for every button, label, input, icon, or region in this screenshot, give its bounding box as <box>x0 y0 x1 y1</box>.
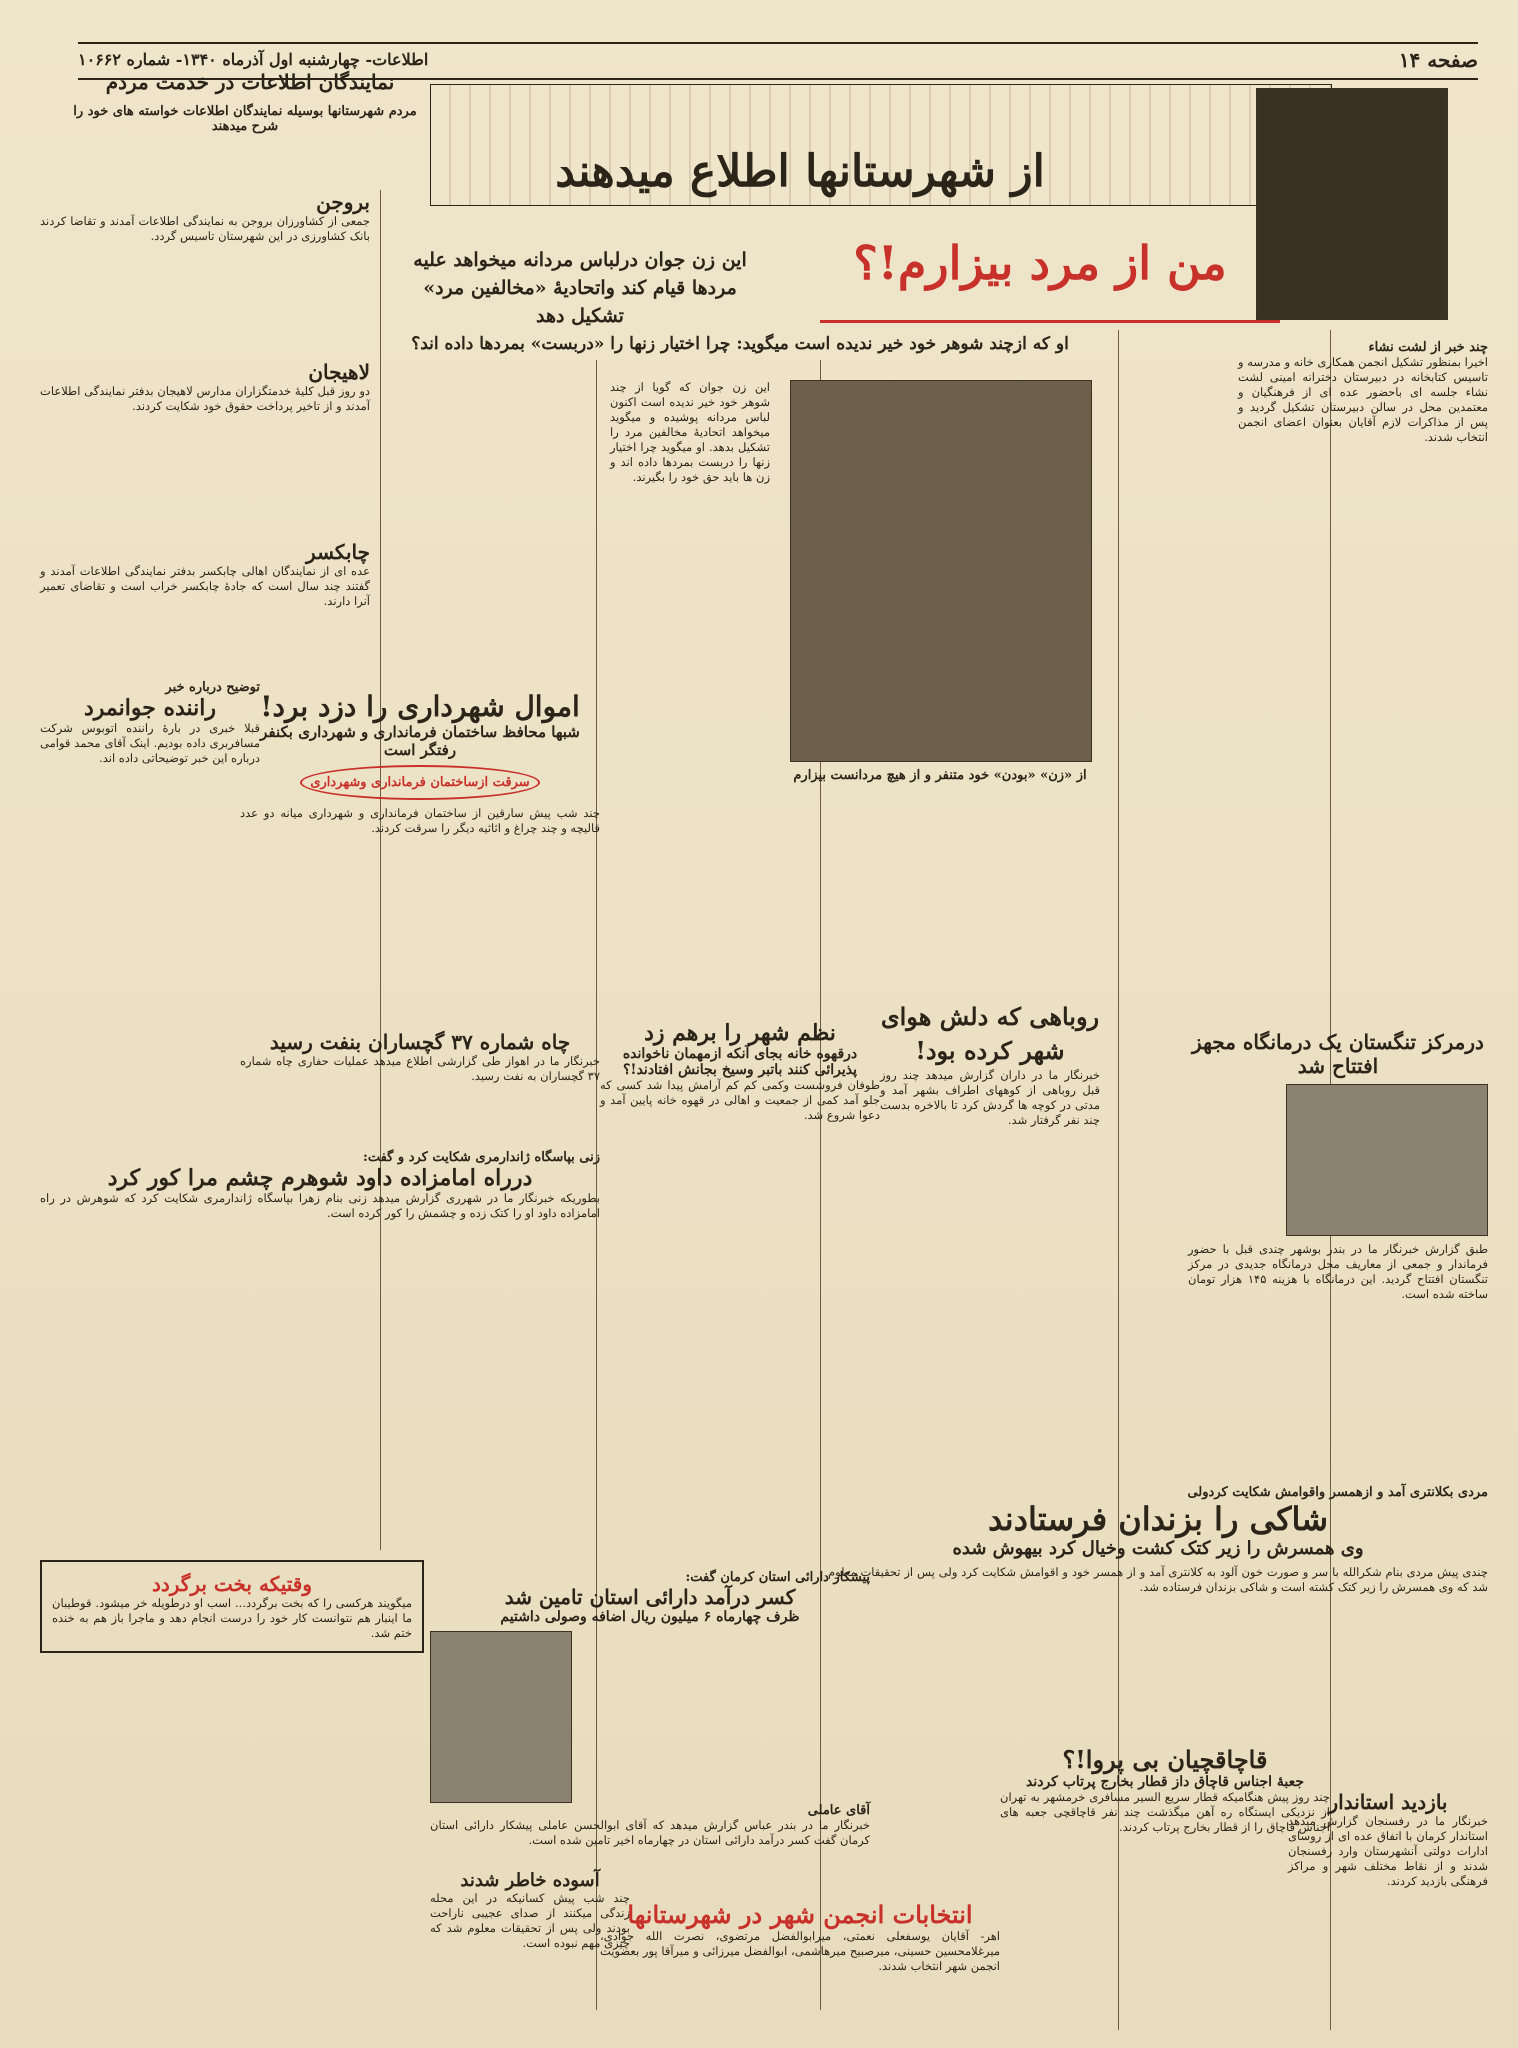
story-cafe <box>600 1020 880 1123</box>
item-body: اخیرا بمنظور تشکیل انجمن همکاری خانه و مدرسه و تاسیس کتابخانه در دبیرستان دخترانه امینی لشت نشاء جلسه ای باحضور عده ای از فرهنگیان و معتمدین محل در سالن دبیرستان تشکیل گردید و پس از مذاکرات لازم آقایان بعنوان اعضای انجمن انتخاب شدند. <box>1238 355 1488 444</box>
lead-subhead: این زن جوان درلباس مردانه میخواهد علیه مردها قیام کند واتحادیهٔ «مخالفین مرد» تشکیل دهد <box>413 249 747 327</box>
story-eye <box>40 1150 600 1221</box>
sidebar-right <box>1238 340 1488 445</box>
item-body: خبرنگار ما در رفسنجان گزارش میدهد استاندار کرمان با اتفاق عده ای از روسای ادارات دولتی آنشهرستان وارد رفسنجان شدند و از نقاط مختلف شهر و مراکز فرهنگی بازدید کردند. <box>1288 1814 1488 1888</box>
item-kicker: توضیح درباره خبر <box>165 680 260 695</box>
lead-headline: من از مرد بیزارم!؟ <box>853 236 1227 290</box>
item-body: جمعی از کشاورزان بروجن به نمایندگی اطلاعات آمدند و تقاضا کردند بانک کشاورزی در این شهرستان تاسیس گردد. <box>40 214 370 243</box>
item-body: چندی پیش مردی بنام شکرالله با سر و صورت خون آلود به کلانتری آمد و از همسر خود و اقوامش شکایت کرد ولی پس از تحقیقات معلوم شد که وی همسرش را زیر کتک کشته است و شاکی بزندان فرستاده شد. <box>828 1565 1488 1594</box>
lead-kicker: او که ازچند شوهر خود خیر ندیده است میگوید: چرا اختیار زنها را «دربست» بمردها داده اند؟ <box>411 334 1069 354</box>
story-chaboksar <box>40 540 370 609</box>
item-title: چابکسر <box>306 540 370 564</box>
item-title: درمرکز تنگستان یک درمانگاه مجهز افتتاح شد <box>1192 1030 1484 1078</box>
item-body: بطوریکه خبرنگار ما در شهرری گزارش میدهد زنی بنام زهرا بپاسگاه ژاندارمری شکایت کرد که شوهرش در راه امامزاده داود او را کتک زده و چشمش را کور کرده است. <box>40 1191 600 1220</box>
item-title: قاچاقچیان بی پروا!؟ <box>1062 1745 1268 1774</box>
item-title: بازدید استاندار <box>1328 1790 1448 1814</box>
story-lahijan <box>40 360 370 414</box>
item-title: راننده جوانمرد <box>83 695 217 721</box>
story-complaint <box>828 1485 1488 1595</box>
item-title: نظم شهر را برهم زد <box>644 1020 836 1046</box>
banner-left-subtitle: مردم شهرستانها بوسیله نمایندگان اطلاعات خواسته های خود را شرح میدهند <box>73 104 417 134</box>
item-kicker: پیشکار دارائی استان کرمان گفت: <box>685 1570 870 1585</box>
item-kicker: مردی بکلانتری آمد و ازهمسر واقوامش شکایت کردولی <box>1187 1485 1488 1500</box>
item-body: اهر- آقایان یوسفعلی نعمتی، میرابوالفضل مرتضوی، نصرت الله جوادی، میرغلامحسین حسینی، میرصبیح میرهاشمی، ابوالفضل میرزائی و میرآقا پور بعضویت انجمن شهر انتخاب شدند. <box>600 1929 1000 1973</box>
item-title: بروجن <box>316 190 370 214</box>
sidebar-right-clinic <box>1188 1030 1488 1302</box>
item-body: چند روز پیش هنگامیکه قطار سریع السیر مسافری خرمشهر به تهران از نزدیکی ایستگاه ره آهن میگذشت چند نفر قاچاقچی جعبه های اجناس قاچاق را از قطار بخارج پرتاب کردند. <box>1000 1790 1330 1834</box>
item-body: چند شب پیش کسانیکه در این محله زندگی میکنند از صدای عجیبی ناراحت بودند ولی پس از تحقیقات معلوم شد که چیزی مهم نبوده است. <box>430 1891 630 1950</box>
item-body: عده ای از نمایندگان اهالی چابکسر بدفتر نمایندگی اطلاعات آمدند و گفتند چند سال است که جادهٔ چابکسر خراب است و تقاضای تعمیر آنرا دارند. <box>40 564 370 608</box>
banner-title: از شهرستانها اطلاع میدهند <box>555 146 1045 197</box>
item-body: میگویند هرکسی را که بخت برگردد... اسب او درطویله خر میشود. قوطیبان ما اینبار هم نتوانست کار خود را درست انجام دهد و ماجرا باز هم به خنده ختم شد. <box>52 1596 412 1640</box>
item-title: لاهیجان <box>308 360 370 384</box>
page-number: صفحه ۱۴ <box>1398 48 1478 72</box>
story-luck-box <box>40 1560 424 1653</box>
item-title: کسر درآمد دارائی استان تامین شد <box>504 1585 796 1609</box>
lead-photo-caption: از «زن» «بودن» خود متنفر و از هیچ مردانست بیزارم <box>793 768 1087 783</box>
clinic-photo <box>1286 1084 1488 1236</box>
item-title: وقتیکه بخت برگردد <box>151 1572 313 1596</box>
item-subhead: شبها محافظ ساختمان فرمانداری و شهرداری بکنفر رفتگر است <box>260 723 580 759</box>
issue-info: اطلاعات- چهارشنبه اول آذرماه ۱۳۴۰- شماره ۱۰۶۶۲ <box>78 50 429 69</box>
story-elections <box>600 1900 1000 1974</box>
item-body: طبق گزارش خبرنگار ما در بندر بوشهر چندی قبل با حضور فرماندار و جمعی از معاریف محل درمانگاه جدیدی در مرکز تنگستان افتتاح گردید. این درمانگاه با هزینه ۱۴۵ هزار تومان ساخته شده است. <box>1188 1242 1488 1301</box>
finance-photo-caption: آقای عاملی <box>807 1803 870 1818</box>
finance-photo <box>430 1631 572 1803</box>
item-title: چند خبر از لشت نشاء <box>1368 340 1488 355</box>
story-theft <box>240 690 600 836</box>
lead-body: این زن جوان که گویا از چند شوهر خود خیر ندیده است اکنون لباس مردانه پوشیده و میگوید میخواهد اتحادیهٔ مخالفین مرد را تشکیل بدهد. او میگوید چرا اختیار زنها را دربست بمردها داده اند و زن ها باید حق خود را بگیرند. <box>610 380 770 484</box>
item-subhead: ظرف چهارماه ۶ میلیون ریال اضافه وصولی داشتیم <box>500 1609 800 1625</box>
story-oil-well <box>240 1030 600 1084</box>
story-fox <box>880 1000 1100 1128</box>
item-title: روباهی که دلش هوای شهر کرده بود! <box>880 1002 1100 1065</box>
item-title: اموال شهرداری را دزد برد! <box>260 690 580 723</box>
lead-photo <box>790 380 1092 762</box>
item-subhead: وی همسرش را زیر کتک کشت وخیال کرد بیهوش شده <box>952 1538 1364 1559</box>
item-title: انتخابات انجمن شهر در شهرستانها <box>627 1900 973 1929</box>
item-kicker: زنی بپاسگاه ژاندارمری شکایت کرد و گفت: <box>363 1150 600 1165</box>
story-borujen <box>40 190 370 244</box>
theft-stamp: سرقت ازساختمان فرمانداری وشهرداری <box>300 765 540 800</box>
item-subhead: درقهوه خانه بجای آنکه ازمهمان ناخوانده پذیرائی کنند باتبر وسیخ بجانش افتادند!؟ <box>622 1046 858 1078</box>
item-title: چاه شماره ۳۷ گچساران بنفت رسید <box>269 1030 571 1054</box>
item-body: خبرنگار ما در داران گزارش میدهد چند روز قبل روباهی از کوههای اطراف بشهر آمد و مدتی در کوچه ها گردش کرد تا بالاخره بدست چند نفر گرفتار شد. <box>880 1068 1100 1127</box>
story-smugglers <box>1000 1745 1330 1835</box>
item-title: شاکی را بزندان فرستادند <box>987 1500 1328 1538</box>
item-title: درراه امامزاده داود شوهرم چشم مرا کور کرد <box>107 1165 533 1191</box>
item-body: قبلا خبری در بارهٔ راننده اتوبوس شرکت مسافربری داده بودیم. اینک آقای محمد قوامی درباره این خبر توضیحاتی داده اند. <box>40 721 260 765</box>
banner-left-title: نمایندگان اطلاعات در خدمت مردم <box>105 70 395 94</box>
item-body: دو روز قبل کلیهٔ خدمتگزاران مدارس لاهیجان بدفتر نمایندگی اطلاعات آمدند و از تاخیر پرداخت حقوق خود شکایت کردند. <box>40 384 370 413</box>
story-finance <box>430 1570 870 1848</box>
lead-underline <box>820 320 1280 323</box>
item-subhead: جعبهٔ اجناس قاچاق داز قطار بخارج پرتاب کردند <box>1025 1774 1305 1790</box>
item-body: خبرنگار ما در اهواز طی گزارشی اطلاع میدهد عملیات حفاری چاه شماره ۳۷ گچساران به نفت رسید. <box>240 1054 600 1083</box>
item-body: خبرنگار ما در بندر عباس گزارش میدهد که آقای ابوالحسن عاملی پیشکار دارائی استان کرمان گفت کسر درآمد دارائی استان در چهارماه اخیر تامین شده است. <box>430 1818 870 1847</box>
item-title: آسوده خاطر شدند <box>460 1870 600 1891</box>
story-driver <box>40 680 260 766</box>
item-body: چند شب پیش سارقین از ساختمان فرمانداری و شهرداری میانه دو عدد قالیچه و چند چراغ و اثاثیه دیگر را سرقت کردند. <box>240 806 600 835</box>
item-body: طوفان فروشست وکمی کم کم آرامش پیدا شد کسی که جلو آمد کمی از جمعیت و اهالی در قهوه خانه پایین آمد و دعوا شروع شد. <box>600 1078 880 1122</box>
